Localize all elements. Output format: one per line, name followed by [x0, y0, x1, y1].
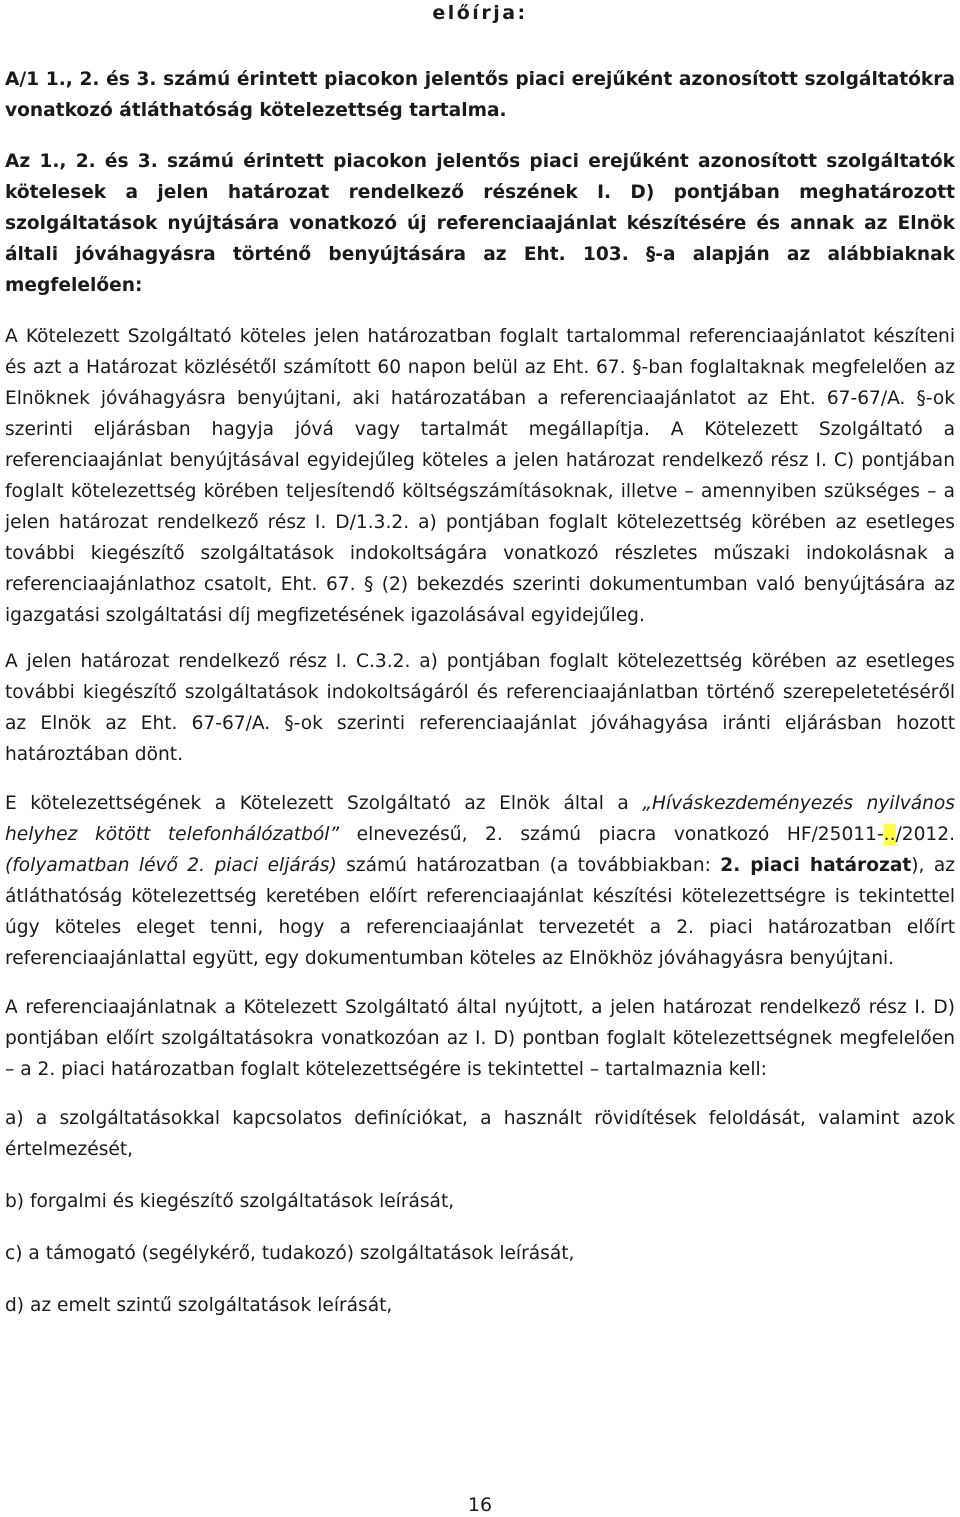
document-body: [5, 64, 955, 1342]
paragraph-e-bold-term: 2. piaci határozat: [720, 855, 912, 876]
paragraph-e-italic-title: „Híváskezdeményezés nyilvános helyhez kötött telefonhálózatból”: [5, 793, 955, 845]
list-item: c) a támogató (segélykérő, tudakozó) szolgáltatások leírását,: [5, 1243, 575, 1264]
page-number: 16: [467, 1494, 493, 1516]
paragraph-referenciaajanlat: A referenciaajánlatnak a Kötelezett Szolgáltató által nyújtott, a jelen határozat rendelkező rész I. D) pontjában előírt szolgáltatásokra vonatkozóan az I. D) pontban foglalt kötelezettségnek megfelelően – a 2. piaci határozatban foglalt kötelezettségére is tekintettel – tartalmaznia kell:: [5, 997, 955, 1080]
highlighted-placeholder: ..: [883, 824, 896, 845]
list-item: a) a szolgáltatásokkal kapcsolatos definíciókat, a használt rövidítések feloldását, valamint azok értelmezését,: [5, 1108, 955, 1160]
bold-paragraph: Az 1., 2. és 3. számú érintett piacokon jelentős piaci erejűként azonosított szolgáltatók kötelesek a jelen határozat rendelkező részének I. D) pontjában meghatározott szolgáltatások nyújtására vonatkozó új referenciaajánlat készítésére és annak az Elnök általi jóváhagyásra történő benyújtására az Eht. 103. §-a alapján az alábbiaknak megfelelően:: [5, 151, 955, 296]
paragraph-e-part1: E kötelezettségének a Kötelezett Szolgáltató az Elnök által a: [5, 793, 643, 814]
paragraph-e: [5, 788, 955, 974]
page-heading: előírja:: [432, 2, 528, 24]
section-heading-a1: A/1 1., 2. és 3. számú érintett piacokon jelentős piaci erejűként azonosított szolgáltatókra vonatkozó átláthatóság kötelezettség tartalma.: [5, 69, 955, 121]
paragraph-e-part9: ), az átláthatóság kötelezettség keretében előírt referenciaajánlat készítési kötelezettségre is tekintettel úgy köteles eleget tenni, hogy a referenciaajánlat tervezetét a 2. piaci határozatban előírt referenciaajánlattal együtt, egy dokumentumban köteles az Elnökhöz jóváhagyásra benyújtani.: [5, 855, 955, 969]
paragraph-e-part3: elnevezésű, 2. számú piacra vonatkozó HF/25011-: [339, 824, 884, 845]
paragraph-e-part7: számú határozatban (a továbbiakban:: [336, 855, 721, 876]
list-item: b) forgalmi és kiegészítő szolgáltatások leírását,: [5, 1191, 455, 1212]
paragraph-e-part5: /2012.: [895, 824, 955, 845]
paragraph-c32: A jelen határozat rendelkező rész I. C.3.2. a) pontjában foglalt kötelezettség körében az esetleges további kiegészítő szolgáltatások indokoltságáról és referenciaajánlatban történő szerepeletetéséről az Elnök az Eht. 67-67/A. §-ok szerinti referenciaajánlat jóváhagyása iránti eljárásban hozott határoztában dönt.: [5, 651, 955, 765]
paragraph-e-italic-note: (folyamatban lévő 2. piaci eljárás): [5, 855, 337, 876]
list-item: d) az emelt szintű szolgáltatások leírását,: [5, 1295, 393, 1316]
paragraph-kotelezett: A Kötelezett Szolgáltató köteles jelen határozatban foglalt tartalommal referenciaajánlatot készíteni és azt a Határozat közlésétől számított 60 napon belül az Eht. 67. §-ban foglaltaknak megfelelően az Elnöknek jóváhagyásra benyújtani, aki határozatában a referenciaajánlatot az Eht. 67-67/A. §-ok szerinti eljárásban hagyja jóvá vagy tartalmát megállapítja. A Kötelezett Szolgáltató a referenciaajánlat benyújtásával egyidejűleg köteles a jelen határozat rendelkező rész I. C) pontjában foglalt kötelezettség körében teljesítendő költségszámításoknak, illetve – amennyiben szükséges – a jelen határozat rendelkező rész I. D/1.3.2. a) pontjában foglalt kötelezettség körében az esetleges további kiegészítő szolgáltatások indokoltságára vonatkozó részletes műszaki indokolásnak a referenciaajánlathoz csatolt, Eht. 67. § (2) bekezdés szerinti dokumentumban való benyújtására az igazgatási szolgáltatási díj megfizetésének igazolásával egyidejűleg.: [5, 326, 955, 626]
